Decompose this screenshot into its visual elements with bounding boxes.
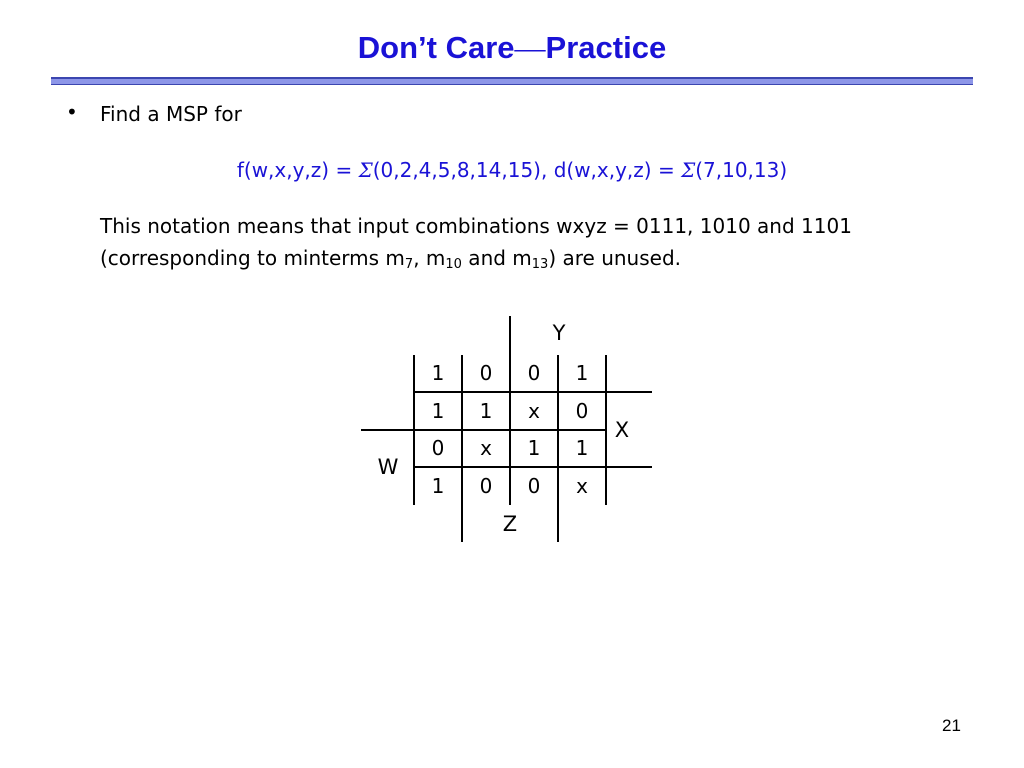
kmap-cell: 1 (527, 436, 541, 460)
kmap-label-y: Y (552, 321, 566, 345)
kmap-label-w: W (377, 455, 399, 479)
kmap-cell: 1 (431, 474, 445, 498)
kmap-cell: 0 (527, 361, 541, 385)
kmap-cell: 1 (431, 361, 445, 385)
kmap-cell: 1 (479, 399, 493, 423)
page-number: 21 (942, 716, 961, 735)
kmap-cell: 0 (527, 474, 541, 498)
line2-sep: and m (461, 246, 532, 270)
line2-sep: , m (413, 246, 446, 270)
kmap-cell: 0 (431, 436, 445, 460)
formula-f-terms: (0,2,4,5,8,14,15), d(w,x,y,z) = (372, 158, 682, 182)
minterm-subscript: 13 (531, 257, 549, 272)
kmap-cell: x (528, 399, 540, 423)
sigma-symbol: Σ (681, 158, 696, 182)
bullet-text: Find a MSP for (100, 102, 242, 126)
title-part-1: Don’t Care (357, 30, 515, 65)
title-dash: — (514, 30, 546, 65)
title-part-2: Practice (545, 30, 667, 65)
kmap-label-z: Z (502, 512, 518, 536)
kmap-label-x: X (614, 418, 630, 442)
kmap-cell: 1 (575, 436, 589, 460)
kmap-cell: 0 (479, 474, 493, 498)
formula-d-terms: (7,10,13) (695, 158, 788, 182)
paragraph-line-1: This notation means that input combinations wxyz = 0111, 1010 and 1101 (100, 214, 852, 238)
kmap-cell: x (576, 474, 588, 498)
formula-f-prefix: f(w,x,y,z) = (236, 158, 359, 182)
minterm-subscript: 10 (445, 257, 462, 272)
line2-end: ) are unused. (548, 246, 681, 270)
kmap-cell: 0 (575, 399, 589, 423)
minterm-subscript: 7 (404, 257, 414, 272)
kmap-cell: 1 (575, 361, 589, 385)
bullet-icon: • (66, 100, 78, 124)
line2-start: (corresponding to minterms m (100, 246, 405, 270)
sigma-symbol: Σ (358, 158, 373, 182)
kmap-cell: x (480, 436, 492, 460)
kmap-cell: 1 (431, 399, 445, 423)
kmap-cell: 0 (479, 361, 493, 385)
